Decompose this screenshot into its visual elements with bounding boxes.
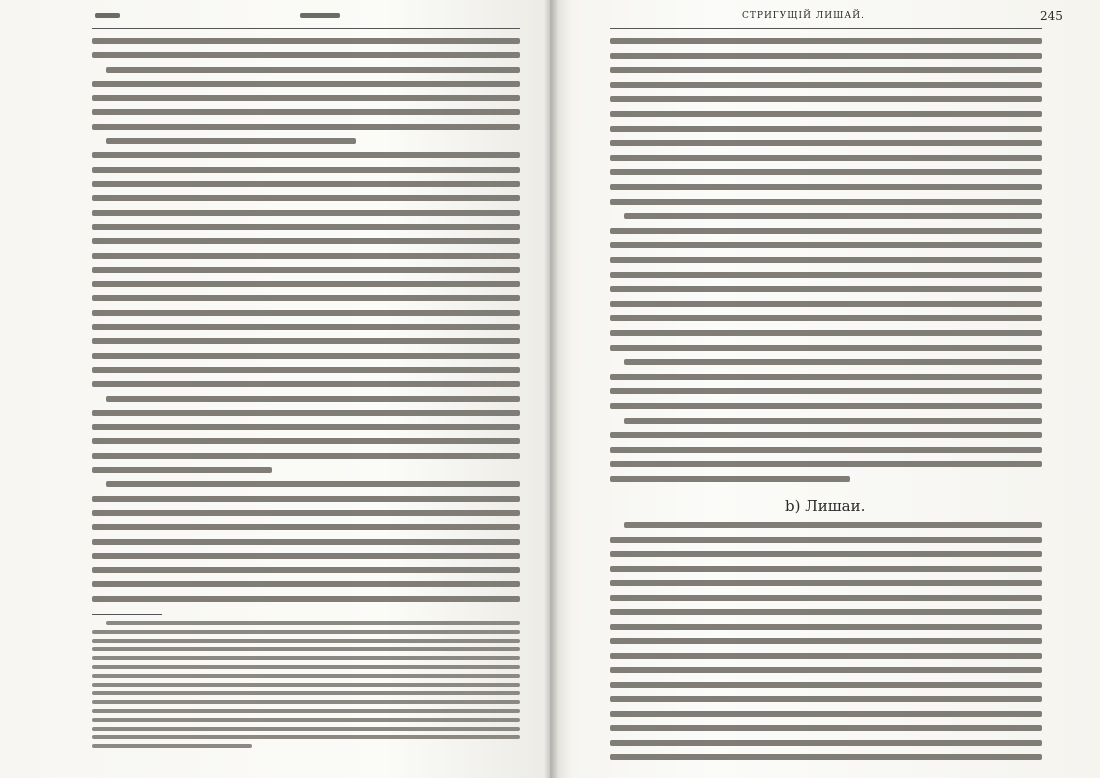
text-line [610, 330, 1042, 336]
footnote-line [106, 621, 520, 625]
text-line [610, 199, 1042, 205]
text-line [610, 667, 1042, 673]
text-line [610, 169, 1042, 175]
text-line [92, 95, 520, 101]
section-title: b) Лишаи. [785, 497, 866, 515]
footnote-line [92, 709, 520, 713]
text-line [92, 553, 520, 559]
text-line [92, 310, 520, 316]
text-line [92, 253, 520, 259]
text-line [92, 267, 520, 273]
footnote-line [92, 744, 252, 748]
text-line [610, 696, 1042, 702]
header-rule [92, 28, 520, 29]
text-line [610, 82, 1042, 88]
book-gutter [544, 0, 558, 778]
text-line [610, 432, 1042, 438]
footnote-line [92, 639, 520, 643]
text-line [610, 566, 1042, 572]
text-line [92, 424, 520, 430]
footnote-line [92, 691, 520, 695]
text-line [610, 725, 1042, 731]
text-line [610, 286, 1042, 292]
text-line [92, 324, 520, 330]
text-line [610, 461, 1042, 467]
text-line [92, 195, 520, 201]
text-line [92, 353, 520, 359]
text-line [92, 539, 520, 545]
text-line [92, 381, 520, 387]
text-line [92, 38, 520, 44]
text-line [610, 624, 1042, 630]
text-line [92, 410, 520, 416]
text-line [610, 609, 1042, 615]
footnote-separator [92, 614, 162, 615]
text-line [610, 580, 1042, 586]
text-line [92, 109, 520, 115]
footnote-line [92, 656, 520, 660]
text-line [610, 403, 1042, 409]
text-line [610, 228, 1042, 234]
text-line [610, 447, 1042, 453]
text-line [92, 81, 520, 87]
text-line [92, 438, 520, 444]
footnote-line [92, 674, 520, 678]
text-line [610, 301, 1042, 307]
footnote-line [92, 700, 520, 704]
text-line [610, 711, 1042, 717]
text-line [92, 210, 520, 216]
text-line [610, 595, 1042, 601]
text-line [610, 754, 1042, 760]
text-line [610, 537, 1042, 543]
text-line [92, 510, 520, 516]
text-line [106, 481, 520, 487]
text-line [610, 140, 1042, 146]
left-page-number [95, 13, 120, 18]
text-line [92, 52, 520, 58]
right-page-number: 245 [1040, 9, 1063, 23]
text-line [624, 359, 1042, 365]
text-line [610, 96, 1042, 102]
text-line [610, 551, 1042, 557]
text-line [610, 272, 1042, 278]
text-line [610, 682, 1042, 688]
footnote-line [92, 727, 520, 731]
text-line [610, 126, 1042, 132]
text-line [92, 524, 520, 530]
text-line [610, 388, 1042, 394]
text-line [610, 257, 1042, 263]
text-line [92, 367, 520, 373]
text-line [92, 567, 520, 573]
footnote-line [92, 647, 520, 651]
text-line [92, 496, 520, 502]
text-line [92, 238, 520, 244]
text-line [610, 184, 1042, 190]
text-line [624, 522, 1042, 528]
text-line [610, 315, 1042, 321]
text-line [92, 295, 520, 301]
text-line [610, 638, 1042, 644]
text-line [92, 467, 272, 473]
text-line [92, 281, 520, 287]
text-line [610, 374, 1042, 380]
header-rule [610, 28, 1042, 29]
footnote-line [92, 735, 520, 739]
text-line [610, 53, 1042, 59]
text-line [106, 67, 520, 73]
footnote-line [92, 683, 520, 687]
text-line [106, 138, 356, 144]
text-line [92, 224, 520, 230]
footnote-line [92, 665, 520, 669]
text-line [92, 181, 520, 187]
right-page-heading: СТРИГУЩІЙ ЛИШАЙ. [742, 11, 865, 21]
text-line [624, 418, 1042, 424]
text-line [92, 453, 520, 459]
footnote-line [92, 718, 520, 722]
left-page-heading [300, 13, 340, 18]
text-line [624, 213, 1042, 219]
text-line [610, 740, 1042, 746]
text-line [610, 345, 1042, 351]
text-line [610, 653, 1042, 659]
text-line [610, 155, 1042, 161]
text-line [610, 242, 1042, 248]
text-line [92, 338, 520, 344]
text-line [92, 596, 520, 602]
text-line [92, 152, 520, 158]
text-line [106, 396, 520, 402]
text-line [610, 476, 850, 482]
text-line [610, 111, 1042, 117]
text-line [92, 167, 520, 173]
text-line [610, 67, 1042, 73]
text-line [92, 581, 520, 587]
footnote-line [92, 630, 520, 634]
text-line [610, 38, 1042, 44]
text-line [92, 124, 520, 130]
